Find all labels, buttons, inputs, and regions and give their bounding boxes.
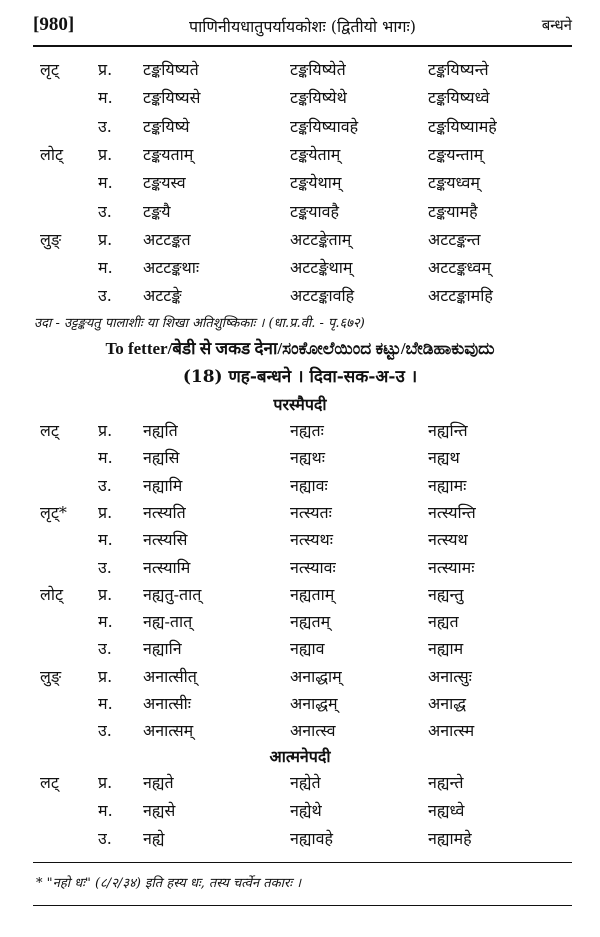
lakara-label: लुङ् (40, 666, 62, 686)
plural-form: नह्याम (428, 639, 464, 659)
section-title: बन्धने (541, 16, 572, 34)
singular-form: नह्य-तात् (143, 612, 193, 632)
person-label: म. (98, 448, 113, 468)
dual-form: नह्यथः (290, 448, 325, 468)
conjugation-row (0, 528, 600, 556)
singular-form: नह्यसे (143, 801, 176, 820)
person-label: म. (98, 612, 113, 632)
person-label: म. (98, 694, 113, 713)
dual-form: अनात्स्व (290, 721, 336, 741)
plural-form: नत्स्यामः (428, 557, 475, 577)
lakara-label: लोट् (40, 584, 64, 604)
singular-form: अटटङ्कथाः (143, 258, 200, 278)
conjugation-row (0, 143, 600, 171)
person-label: प्र. (98, 584, 113, 604)
footnote-rule (33, 862, 572, 863)
english-meaning: To fetter/बेडी से जकड देना/ಸಂಕೋಲೆಯಿಂದ ಕಟ್ಟು/ಬೇಡಿಹಾಕುವುದು (105, 339, 495, 358)
person-label: उ. (98, 721, 112, 741)
conjugation-row (0, 692, 600, 720)
singular-form: अनात्सम् (143, 721, 194, 741)
person-label: उ. (98, 829, 112, 848)
singular-form: नत्स्यति (143, 502, 186, 522)
person-label: म. (98, 530, 113, 550)
plural-form: नह्यन्ते (428, 773, 464, 792)
conjugation-row (0, 799, 600, 827)
conjugation-row (0, 419, 600, 447)
conjugation-row (0, 86, 600, 114)
plural-form: टङ्कयामहै (428, 201, 478, 221)
plural-form: अनात्स्म (428, 721, 475, 741)
dual-form: नह्याव (290, 639, 325, 659)
lakara-label: लृट्* (40, 502, 67, 522)
dual-form: नह्यतम् (290, 612, 331, 632)
person-label: उ. (98, 639, 112, 659)
person-label: म. (98, 801, 113, 820)
conjugation-row (0, 256, 600, 284)
plural-form: अटटङ्कामहि (428, 286, 493, 306)
person-label: प्र. (98, 502, 113, 522)
page-header (33, 14, 572, 44)
singular-form: नह्यते (143, 773, 174, 792)
dual-form: नह्यतः (290, 421, 324, 440)
plural-form: नत्स्यन्ति (428, 502, 476, 522)
conjugation-row (0, 200, 600, 228)
dual-form: अनाद्धम् (290, 694, 338, 713)
conjugation-row (0, 665, 600, 693)
footnote: * "नहो धः" (८/२/३४) इति हस्य धः, तस्य चर्त्वेन तकारः । (36, 876, 302, 891)
atmanepadi-heading: आत्मनेपदी (269, 747, 331, 766)
lakara-label: लट् (40, 773, 59, 792)
dual-form: नह्यावहे (290, 829, 334, 848)
person-label: प्र. (98, 229, 113, 249)
singular-form: अटटङ्कत (143, 229, 191, 249)
plural-form: टङ्कयध्वम् (428, 173, 480, 193)
person-label: प्र. (98, 60, 113, 79)
conjugation-row (0, 610, 600, 638)
person-label: उ. (98, 286, 112, 306)
singular-form: नह्ये (143, 829, 165, 848)
dual-form: टङ्कयेताम् (290, 144, 341, 164)
singular-form: अटटङ्के (143, 286, 182, 306)
plural-form: नह्यत (428, 612, 459, 632)
plural-form: टङ्कयन्ताम् (428, 144, 484, 164)
plural-form: टङ्कयिष्यन्ते (428, 60, 489, 79)
conjugation-row (0, 115, 600, 143)
singular-form: टङ्कयै (143, 201, 171, 221)
plural-form: नह्यामः (428, 475, 467, 495)
header-rule (33, 45, 572, 47)
dual-form: नत्स्यावः (290, 557, 336, 577)
dual-form: नह्यावः (290, 475, 328, 495)
singular-form: टङ्कयिष्ये (143, 116, 190, 136)
dual-form: टङ्कयावहै (290, 201, 340, 221)
dual-form: टङ्कयिष्येथे (290, 88, 347, 108)
singular-form: टङ्कयिष्यसे (143, 88, 201, 108)
person-label: म. (98, 88, 113, 108)
plural-form: अनात्सुः (428, 666, 472, 686)
conjugation-row (0, 719, 600, 747)
dual-form: अनाद्धाम् (290, 666, 342, 686)
dual-form: टङ्कयेथाम् (290, 173, 342, 193)
dual-form: नह्येते (290, 773, 321, 792)
conjugation-row (0, 771, 600, 799)
singular-form: नह्यामि (143, 475, 183, 495)
singular-form: नह्यतु-तात् (143, 584, 202, 604)
citation-line: उदा - उट्टङ्कयतु पालाशीः या शिखा अतिशुष्किकाः । (धा.प्र.वी. - पृ.६७२) (34, 316, 365, 331)
conjugation-row (0, 228, 600, 256)
parasmaipadi-heading: परस्मैपदी (273, 395, 327, 414)
conjugation-row (0, 827, 600, 855)
plural-form: नह्यामहे (428, 829, 472, 848)
person-label: प्र. (98, 144, 113, 164)
dual-form: अटटङ्कावहि (290, 286, 355, 306)
conjugation-row (0, 58, 600, 86)
person-label: प्र. (98, 773, 113, 792)
person-label: प्र. (98, 666, 113, 686)
plural-form: नह्यध्वे (428, 801, 465, 820)
person-label: म. (98, 173, 113, 193)
dual-form: टङ्कयिष्येते (290, 60, 346, 79)
singular-form: अनात्सीत् (143, 666, 197, 686)
lakara-label: लृट् (40, 60, 59, 79)
conjugation-row (0, 171, 600, 199)
singular-form: टङ्कयिष्यते (143, 60, 199, 79)
person-label: प्र. (98, 421, 113, 440)
plural-form: नह्यन्तु (428, 584, 464, 604)
page-number: [980] (33, 14, 75, 35)
conjugation-row (0, 284, 600, 312)
singular-form: अनात्सीः (143, 694, 192, 713)
dual-form: अटटङ्केताम् (290, 229, 352, 249)
conjugation-row (0, 556, 600, 584)
singular-form: नत्स्यामि (143, 557, 191, 577)
conjugation-row (0, 583, 600, 611)
bottom-rule (33, 905, 572, 906)
plural-form: नह्यथ (428, 448, 460, 468)
plural-form: टङ्कयिष्यध्वे (428, 88, 490, 108)
conjugation-row (0, 501, 600, 529)
root-heading: (18) णह-बन्धने । दिवा-सक-अ-उ । (182, 367, 418, 387)
dual-form: नह्येथे (290, 801, 322, 820)
conjugation-row (0, 446, 600, 474)
dual-form: अटटङ्केथाम् (290, 258, 353, 278)
conjugation-row (0, 474, 600, 502)
book-title: पाणिनीयधातुपर्यायकोशः (द्वितीयो भागः) (188, 17, 416, 36)
plural-form: अटटङ्कन्त (428, 229, 481, 249)
plural-form: नत्स्यथ (428, 530, 468, 550)
plural-form: अनाद्ध (428, 694, 467, 713)
plural-form: टङ्कयिष्यामहे (428, 116, 497, 136)
person-label: उ. (98, 557, 112, 577)
singular-form: टङ्कयताम् (143, 144, 194, 164)
dual-form: नत्स्यथः (290, 530, 333, 550)
person-label: म. (98, 258, 113, 278)
dual-form: नत्स्यतः (290, 502, 332, 522)
singular-form: टङ्कयस्व (143, 173, 186, 193)
person-label: उ. (98, 116, 112, 136)
lakara-label: लुङ् (40, 229, 62, 249)
singular-form: नत्स्यसि (143, 530, 188, 550)
singular-form: नह्यति (143, 421, 178, 440)
singular-form: नह्यानि (143, 639, 182, 659)
dual-form: नह्यताम् (290, 584, 335, 604)
person-label: उ. (98, 201, 112, 221)
dual-form: टङ्कयिष्यावहे (290, 116, 359, 136)
plural-form: अटटङ्कध्वम् (428, 258, 491, 278)
plural-form: नह्यन्ति (428, 421, 468, 440)
conjugation-row (0, 637, 600, 665)
lakara-label: लोट् (40, 144, 64, 164)
singular-form: नह्यसि (143, 448, 180, 468)
lakara-label: लट् (40, 421, 59, 440)
person-label: उ. (98, 475, 112, 495)
